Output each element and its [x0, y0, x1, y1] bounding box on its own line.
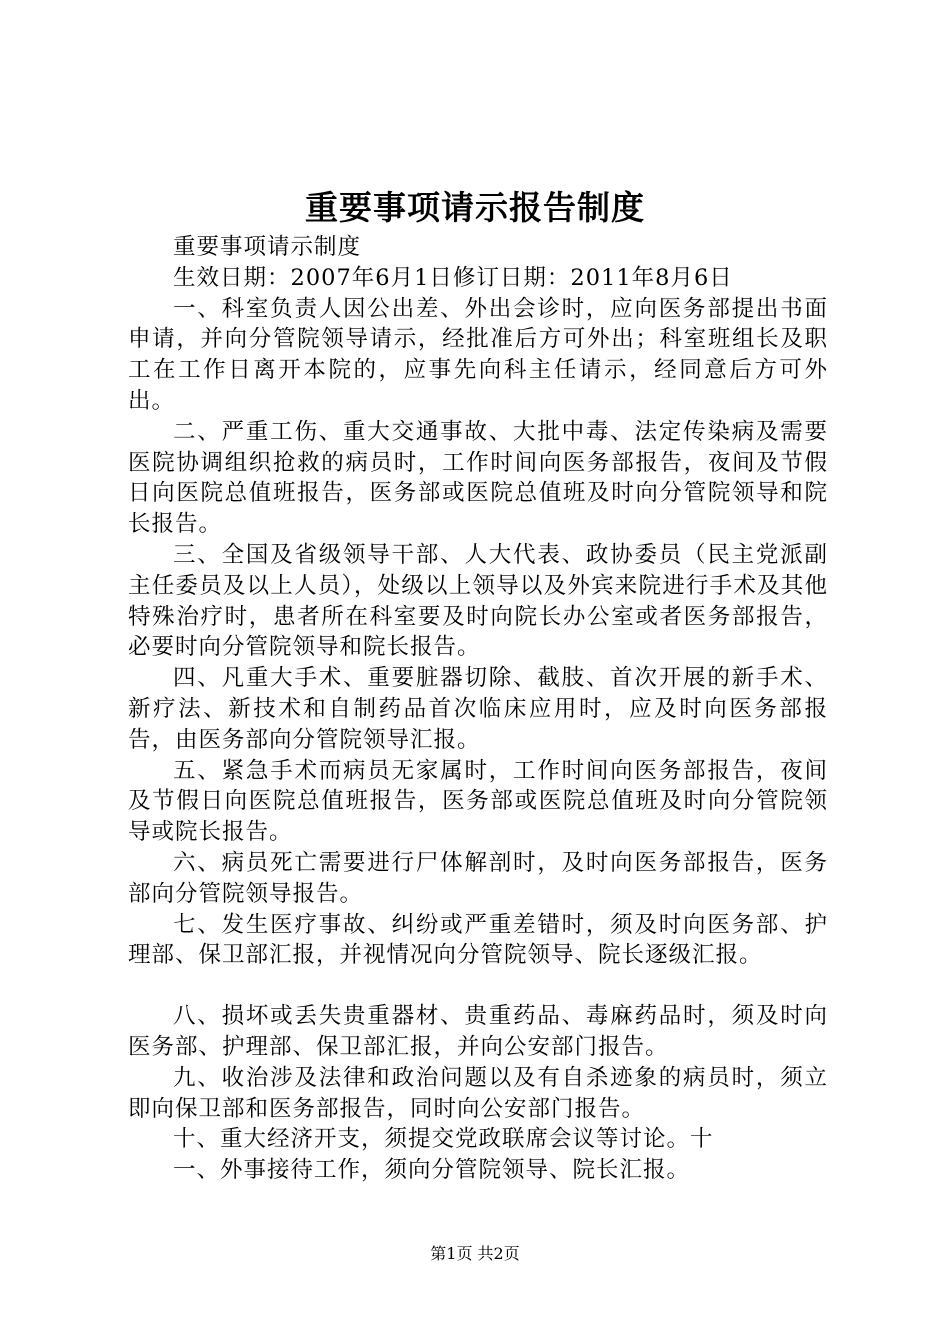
rule-paragraph-7: 七、发生医疗事故、纠纷或严重差错时，须及时向医务部、护理部、保卫部汇报，并视情况向分管院领导、院长逐级汇报。 [128, 911, 828, 969]
rule-paragraph-6: 六、病员死亡需要进行尸体解剖时，及时向医务部报告，医务部向分管院领导报告。 [128, 849, 828, 907]
rule-paragraph-11: 一、外事接待工作，须向分管院领导、院长汇报。 [173, 1157, 691, 1184]
rule-paragraph-10: 十、重大经济开支，须提交党政联席会议等讨论。十 [173, 1126, 714, 1153]
rule-paragraph-5: 五、紧急手术而病员无家属时，工作时间向医务部报告，夜间及节假日向医院总值班报告，医务部或医院总值班及时向分管院领导或院长报告。 [128, 757, 828, 846]
rule-paragraph-9: 九、收治涉及法律和政治问题以及有自杀迹象的病员时，须立即向保卫部和医务部报告，同时向公安部门报告。 [128, 1064, 828, 1122]
subtitle-paragraph: 重要事项请示制度 [173, 234, 362, 260]
page-footer: 第1页 共2页 [430, 1244, 520, 1263]
rule-paragraph-8: 八、损坏或丢失贵重器材、贵重药品、毒麻药品时，须及时向医务部、护理部、保卫部汇报，并向公安部门报告。 [128, 1003, 828, 1060]
document-body [128, 232, 828, 1186]
rule-paragraph-1: 一、科室负责人因公出差、外出会诊时，应向医务部提出书面申请，并向分管院领导请示，经批准后方可外出；科室班组长及职工在工作日离开本院的，应事先向科主任请示，经同意后方可外出。 [128, 295, 828, 414]
rule-paragraph-3: 三、全国及省级领导干部、人大代表、政协委员（民主党派副主任委员及以上人员），处级以上领导以及外宾来院进行手术及其他特殊治疗时，患者所在科室要及时向院长办公室或者医务部报告，必要时向分管院领导和院长报告。 [128, 541, 828, 661]
document-title: 重要事项请示报告制度 [305, 188, 645, 227]
effective-date-paragraph: 生效日期：2007年6月1日修订日期：2011年8月6日 [173, 264, 733, 291]
rule-paragraph-4: 四、凡重大手术、重要脏器切除、截肢、首次开展的新手术、新疗法、新技术和自制药品首次临床应用时，应及时向医务部报告，由医务部向分管院领导汇报。 [128, 665, 828, 753]
rule-paragraph-2: 二、严重工伤、重大交通事故、大批中毒、法定传染病及需要医院协调组织抢救的病员时，工作时间向医务部报告，夜间及节假日向医院总值班报告，医务部或医院总值班及时向分管院领导和院长报告。 [128, 418, 828, 538]
